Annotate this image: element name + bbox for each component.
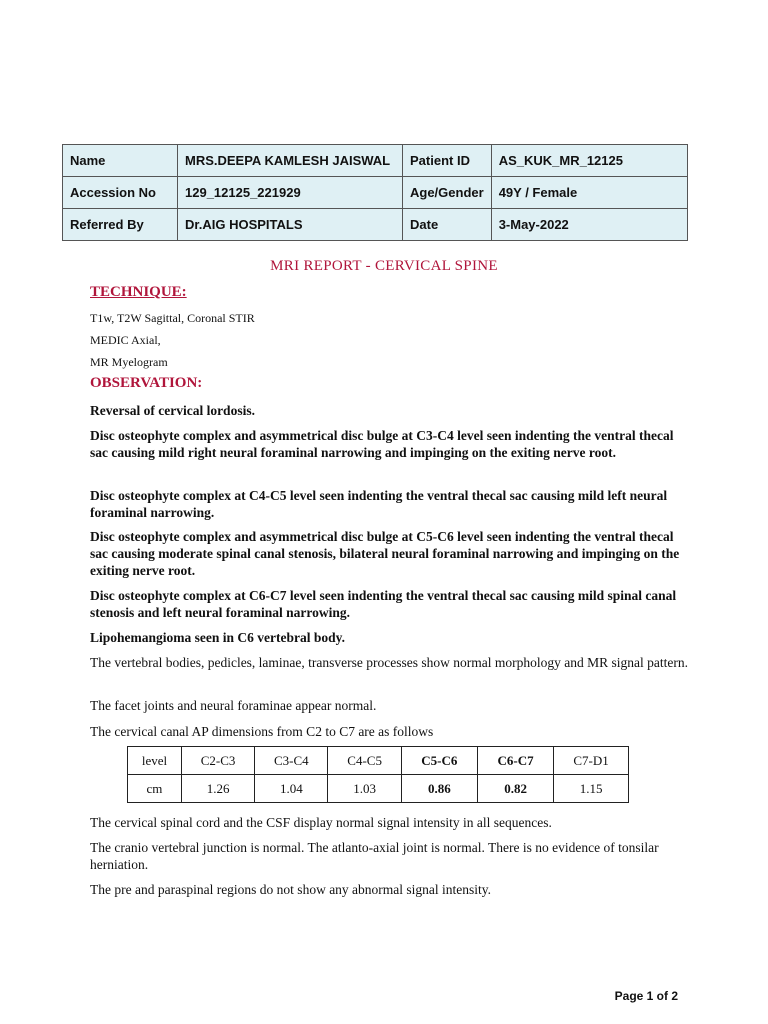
level-cell: C7-D1 [554,747,629,775]
observation-paragraph: The vertebral bodies, pedicles, laminae, transverse processes show normal morphology and MR signal pattern. [90,655,688,670]
finding-paragraph: Disc osteophyte complex and asymmetrical disc bulge at C5-C6 level seen indenting the ventral thecal sac causing moderate spinal canal stenosis, bilateral neural foraminal narrowing and impinging on the exiting nerve root. [90,529,680,578]
closing-paragraph: The pre and paraspinal regions do not show any abnormal signal intensity. [90,882,492,897]
closing-paragraph: The cervical spinal cord and the CSF display normal signal intensity in all sequences. [90,815,552,830]
closing-paragraph: The cranio vertebral junction is normal. The atlanto-axial joint is normal. There is no evidence of tonsilar herniation. [90,840,659,872]
age-gender-label: Age/Gender [403,177,492,209]
level-cell: C2-C3 [181,747,254,775]
date-value: 3-May-2022 [491,209,687,241]
age-gender-value: 49Y / Female [491,177,687,209]
name-label: Name [63,145,178,177]
value-cell: 1.15 [554,775,629,803]
technique-line: T1w, T2W Sagittal, Coronal STIR [90,311,255,325]
level-cell: C6-C7 [477,747,553,775]
observation-paragraph: The facet joints and neural foraminae appear normal. [90,698,377,713]
finding-paragraph: Lipohemangioma seen in C6 vertebral body. [90,630,346,645]
finding-paragraph: Disc osteophyte complex at C6-C7 level seen indenting the ventral thecal sac causing mild spinal canal stenosis and left neural foraminal narrowing. [90,588,677,620]
level-cell: C5-C6 [401,747,477,775]
patient-info-table [62,144,688,241]
level-row-label: level [128,747,182,775]
observation-heading: OBSERVATION: [90,375,203,391]
patient-id-label: Patient ID [403,145,492,177]
info-row-name [63,145,688,177]
level-cell: C3-C4 [255,747,328,775]
canal-level-row [128,747,629,775]
observation-paragraph: The cervical canal AP dimensions from C2 to C7 are as follows [90,724,434,739]
canal-dimensions-table [127,746,629,803]
report-title: MRI REPORT - CERVICAL SPINE [270,258,498,274]
finding-paragraph: Disc osteophyte complex and asymmetrical disc bulge at C3-C4 level seen indenting the ventral thecal sac causing mild right neural foraminal narrowing and impinging on the exiting nerve root. [90,428,674,460]
date-label: Date [403,209,492,241]
canal-value-row [128,775,629,803]
page-number: Page 1 of 2 [614,989,678,1003]
name-value: MRS.DEEPA KAMLESH JAISWAL [178,145,403,177]
referred-label: Referred By [63,209,178,241]
patient-id-value: AS_KUK_MR_12125 [491,145,687,177]
accession-label: Accession No [63,177,178,209]
info-row-referred [63,209,688,241]
value-cell: 1.03 [328,775,401,803]
finding-paragraph: Disc osteophyte complex at C4-C5 level seen indenting the ventral thecal sac causing mild left neural foraminal narrowing. [90,488,668,520]
value-cell: 1.26 [181,775,254,803]
technique-line: MEDIC Axial, [90,333,161,347]
technique-heading: TECHNIQUE: [90,284,187,300]
referred-value: Dr.AIG HOSPITALS [178,209,403,241]
level-cell: C4-C5 [328,747,401,775]
technique-line: MR Myelogram [90,355,168,369]
value-cell: 1.04 [255,775,328,803]
value-cell: 0.86 [401,775,477,803]
cm-row-label: cm [128,775,182,803]
finding-paragraph: Reversal of cervical lordosis. [90,403,255,418]
accession-value: 129_12125_221929 [178,177,403,209]
value-cell: 0.82 [477,775,553,803]
info-row-accession [63,177,688,209]
